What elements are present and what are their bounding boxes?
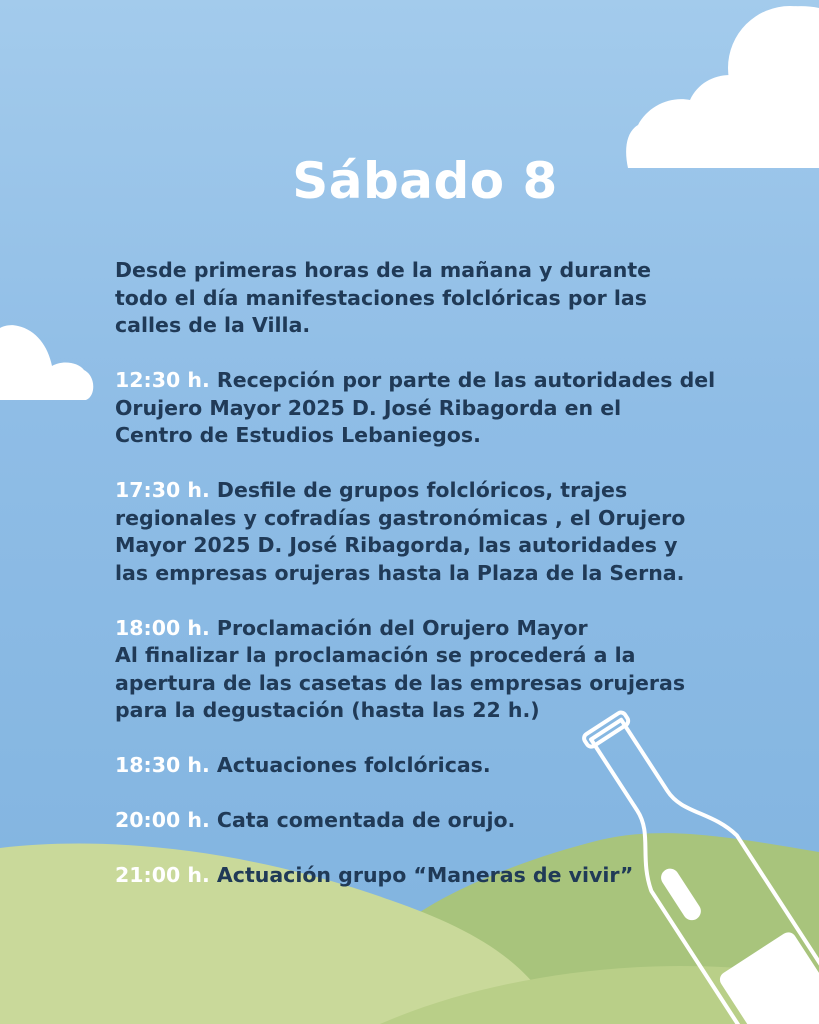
page-title: Sábado 8 [292,152,558,210]
event-text: Desfile de grupos folclóricos, trajes [216,478,628,502]
event-text: las empresas orujeras hasta la Plaza de la Serna. [115,560,685,585]
event-text: apertura de las casetas de las empresas orujeras [115,670,686,695]
event-1730 [115,477,715,587]
cloud-left [0,325,93,400]
event-text: Centro de Estudios Lebaniegos. [115,423,481,447]
event-time: 21:00 h. [115,863,210,887]
event-2100 [115,862,715,890]
event-text: para la degustación (hasta las 22 h.) [115,698,540,722]
event-text: regionales y cofradías gastronómicas , el Orujero [115,505,686,530]
event-text: Al finalizar la proclamación se procederá a la [115,643,636,667]
cloud-top-right [626,6,819,168]
event-text: Actuación grupo “Maneras de vivir” [216,863,634,887]
event-time: 18:00 h. [115,615,210,640]
intro-paragraph [115,257,715,340]
event-2000 [115,807,715,835]
event-text: Proclamación del Orujero Mayor [216,615,588,640]
event-time: 20:00 h. [115,808,210,832]
event-time: 17:30 h. [115,478,210,502]
event-time: 18:30 h. [115,753,210,777]
event-1230 [115,367,715,450]
event-text: Mayor 2025 D. José Ribagorda, las autoridades y [115,533,678,557]
event-text: Cata comentada de orujo. [216,808,516,832]
intro-line: calles de la Villa. [115,313,311,337]
schedule [115,257,715,917]
event-1800 [115,615,715,725]
event-text: Orujero Mayor 2025 D. José Ribagorda en el [115,395,622,420]
intro-line: todo el día manifestaciones folclóricas por las [115,285,647,310]
event-1830 [115,752,715,780]
intro-line: Desde primeras horas de la mañana y durante [115,258,652,282]
event-time: 12:30 h. [115,368,210,392]
event-text: Actuaciones folclóricas. [216,753,491,777]
event-text: Recepción por parte de las autoridades del [216,368,716,392]
